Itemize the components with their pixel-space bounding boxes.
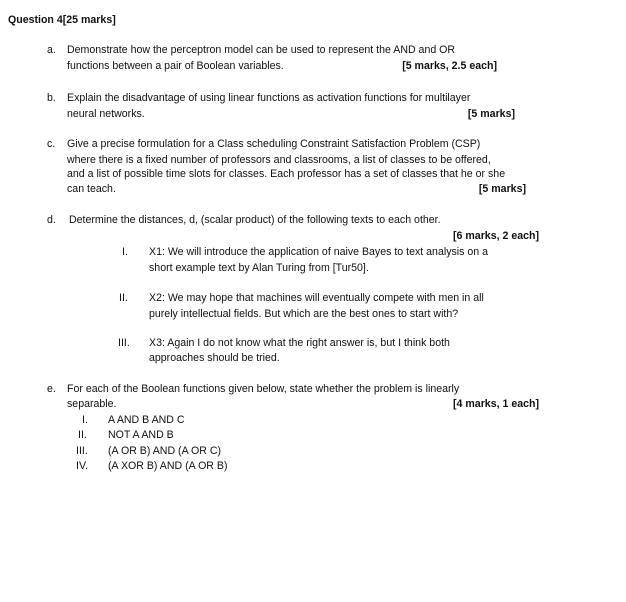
part-d-item-2-line-1: X2: We may hope that machines will eventually compete with men in all [149,292,484,304]
part-a-letter: a. [47,44,56,56]
part-e-item-4-number: IV. [76,460,88,472]
part-b-letter: b. [47,92,56,104]
part-c-letter: c. [47,138,56,150]
part-e-line-1: For each of the Boolean functions given below, state whether the problem is linearly [67,383,460,395]
part-a-marks: [5 marks, 2.5 each] [402,60,497,72]
part-b-line-1: Explain the disadvantage of using linear functions as activation functions for multilayer [67,92,471,104]
part-d-letter: d. [47,214,56,226]
part-c-line-3: and a list of possible time slots for classes. Each professor has a set of classes that he or she [67,168,506,180]
part-e-item-1-text: A AND B AND C [108,414,185,426]
part-c-marks: [5 marks] [478,183,526,195]
part-b-line-2: neural networks. [67,108,145,120]
part-e-letter: e. [47,383,56,395]
part-c-line-1: Give a precise formulation for a Class scheduling Constraint Satisfaction Problem (CSP) [67,138,481,150]
part-e-item-1-number: I. [82,414,88,426]
question-heading: Question 4[25 marks] [8,14,116,26]
part-d-item-2-line-2: purely intellectual fields. But which are the best ones to start with? [149,308,459,320]
part-a-line-1: Demonstrate how the perceptron model can be used to represent the AND and OR [67,44,456,56]
part-c-line-4: can teach. [67,183,116,195]
part-d-item-3-line-1: X3: Again I do not know what the right answer is, but I think both [149,337,450,349]
part-b-marks: [5 marks] [467,108,515,120]
part-d-item-1-line-2: short example text by Alan Turing from [Tur50]. [149,262,369,274]
part-d-item-3-line-2: approaches should be tried. [149,352,280,364]
part-a-line-2: functions between a pair of Boolean variables. [67,60,284,72]
part-e-item-3-number: III. [76,445,88,457]
part-d-marks: [6 marks, 2 each] [453,230,539,242]
part-e-marks: [4 marks, 1 each] [453,398,539,410]
part-e-item-2-text: NOT A AND B [108,429,174,441]
part-c-line-2: where there is a fixed number of professors and classrooms, a list of classes to be offered, [67,154,491,166]
part-e-item-4-text: (A XOR B) AND (A OR B) [108,460,228,472]
part-d-item-2-number: II. [119,292,128,304]
part-e-item-3-text: (A OR B) AND (A OR C) [108,445,222,457]
part-e-item-2-number: II. [78,429,87,441]
part-d-item-1-line-1: X1: We will introduce the application of naive Bayes to text analysis on a [149,246,488,258]
part-d-item-1-number: I. [122,246,128,258]
part-d-line-1: Determine the distances, d, (scalar product) of the following texts to each other. [69,214,441,226]
part-d-item-3-number: III. [118,337,130,349]
part-e-line-2: separable. [67,398,117,410]
